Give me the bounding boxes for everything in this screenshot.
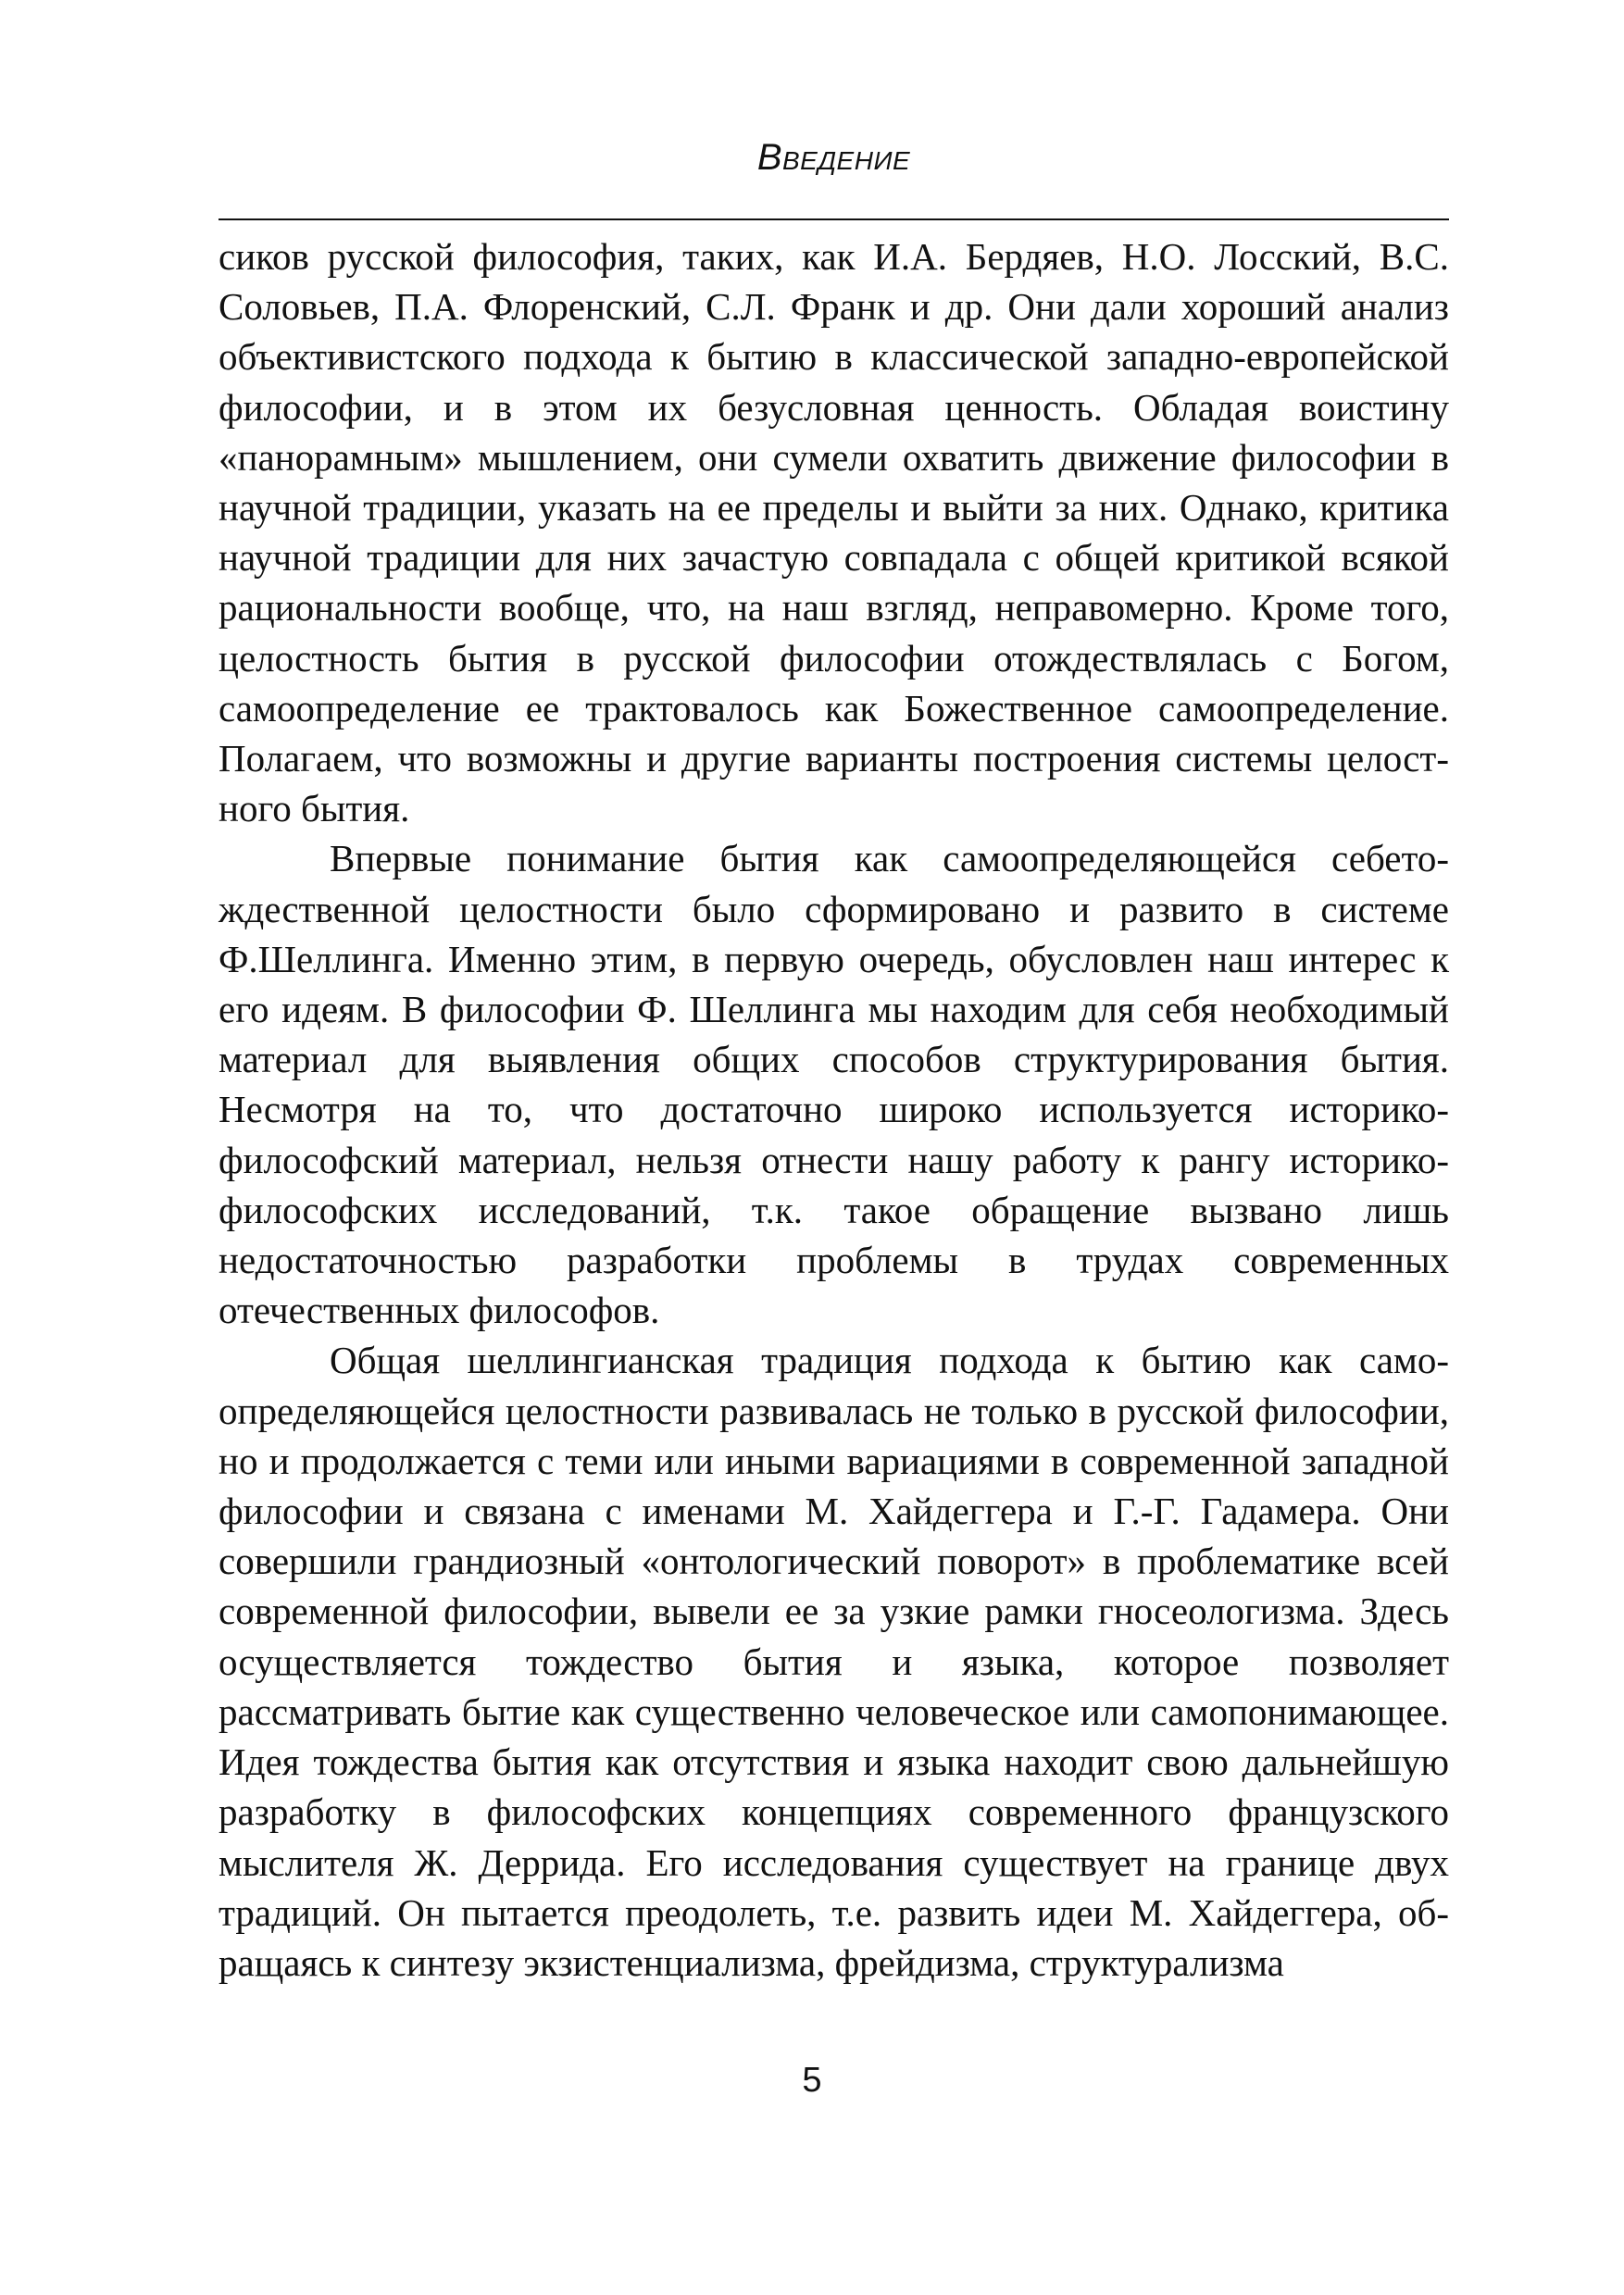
- running-head-title: Введение: [756, 137, 911, 178]
- paragraph-3: Общая шеллингианская традиция подхода к бытию как самоопределяющейся целостности развивалась не только в русской философии, но и продолжается с теми или иными вариациями в современной западной философии и связана с именами М. Хайдеггера и Г.-Г. Гадамера. Они совершили грандиозный «онтологический поворот» в проблематике всей современной философии, вывели ее за узкие рамки гносеологизма. Здесь осуществляется тождество бытия и языка, которое позволяет рассматривать бытие как существенно человеческое или самопонимающее. Идея тождества бытия как отсутствия и языка находит свою дальнейшую разработку в философских концепциях современного французского мыслителя Ж. Деррида. Его исследования существует на границе двух традиций. Он пытается преодолеть, т.е. развить идеи М. Хайдеггера, обращаясь к синтезу экзистенциализма, фрейдизма, структурализма: [219, 1339, 1449, 1984]
- body-text: [219, 231, 1449, 1988]
- page-number: 5: [802, 2061, 822, 2100]
- paragraph-1: сиков русской философия, таких, как И.А. Бердяев, Н.О. Лосский, В.С. Соловьев, П.А. Флоренский, С.Л. Франк и др. Они дали хороший анализ объективистского подхода к бытию в классической западно-европейской философии, и в этом их безусловная ценность. Обладая воистину «панорамным» мышлением, они сумели охватить движение философии в научной традиции, указать на ее пределы и выйти за них. Однако, критика научной традиции для них зачастую совпадала с общей критикой всякой рациональности вообще, что, на наш взгляд, неправомерно. Кроме того, целостность бытия в русской философии отождествлялась с Богом, самоопределение ее трактовалось как Божественное самоопределение. Полагаем, что возможны и другие варианты построения системы целостного бытия.: [219, 235, 1449, 830]
- paragraph-2: Впервые понимание бытия как самоопределяющейся себетождественной целостности было сформировано и развито в системе Ф.Шеллинга. Именно этим, в первую очередь, обусловлен наш интерес к его идеям. В философии Ф. Шеллинга мы находим для себя необходимый материал для выявления общих способов структурирования бытия. Несмотря на то, что достаточно широко используется историко-философский материал, нельзя отнести нашу работу к рангу историко-философских исследований, т.к. такое обращение вызвано лишь недостаточностью разработки проблемы в трудах современных отечественных философов.: [219, 837, 1449, 1332]
- header-rule: [219, 218, 1449, 220]
